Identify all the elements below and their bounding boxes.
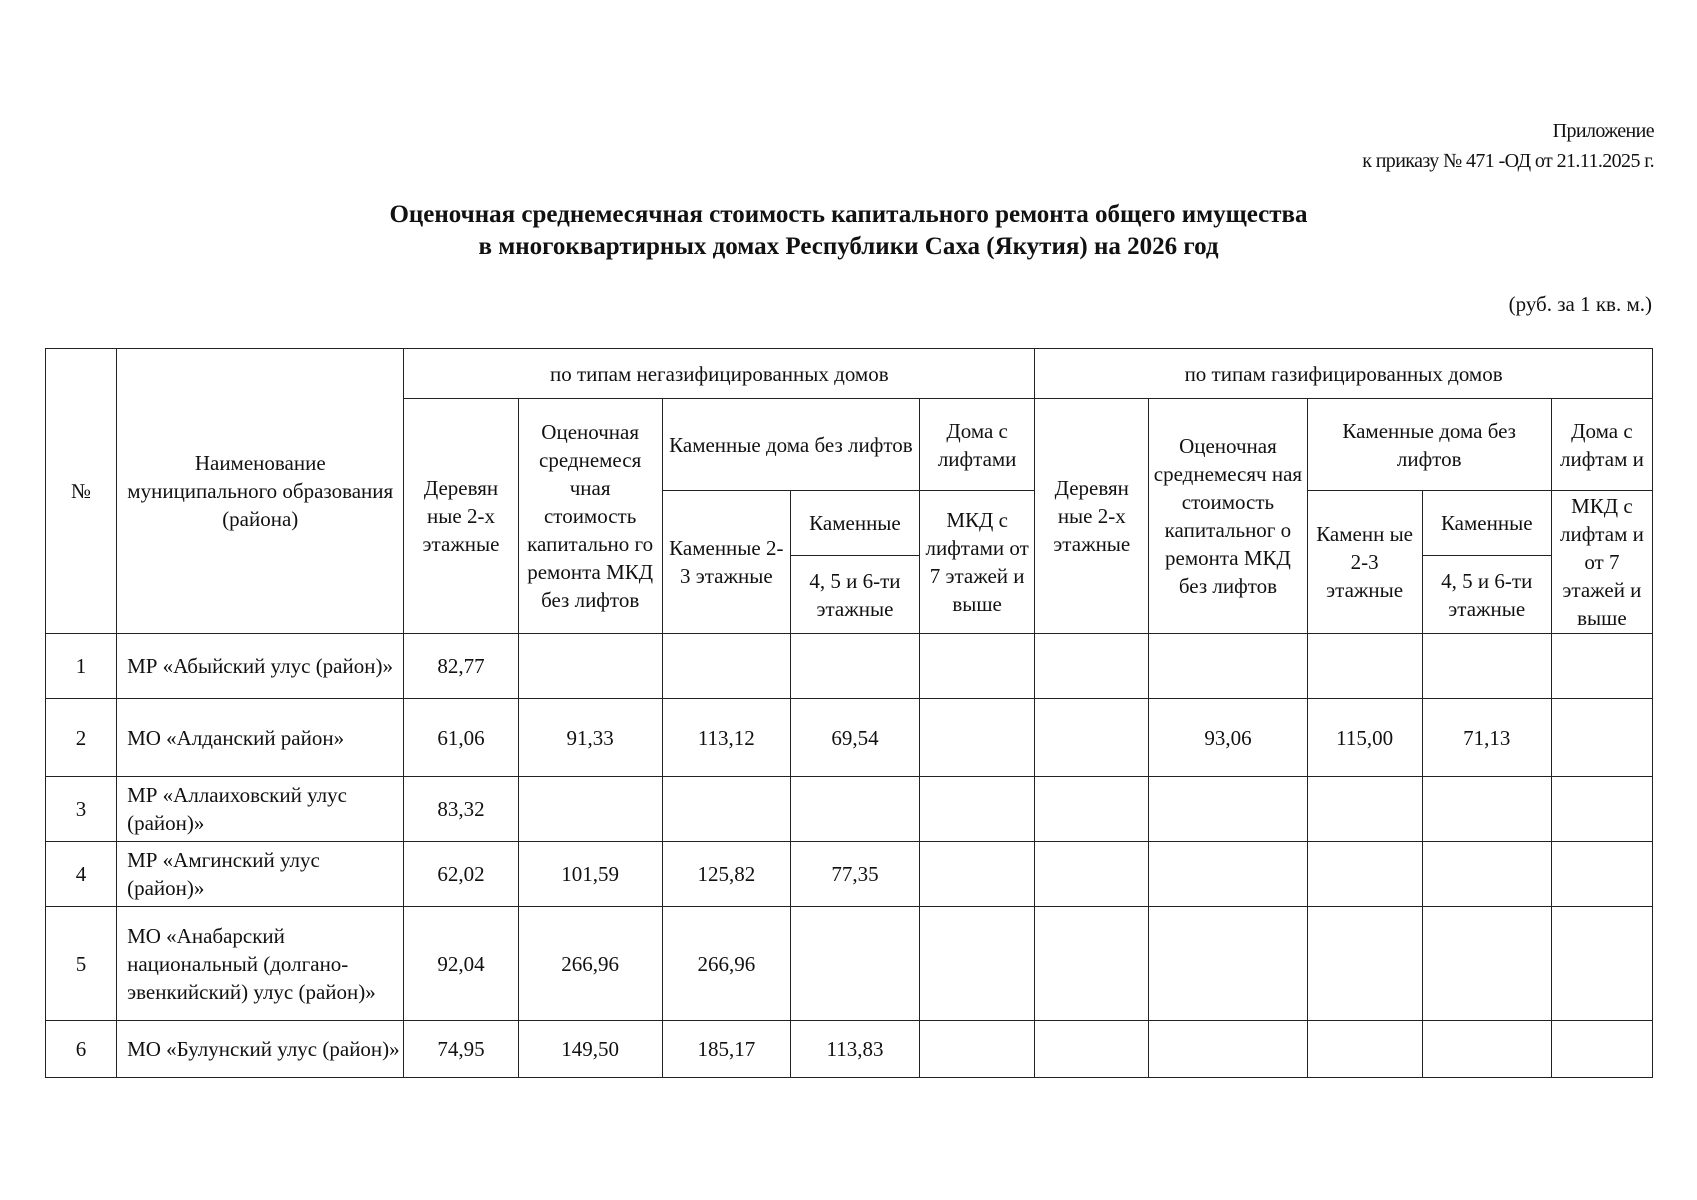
table-row: [46, 699, 1653, 777]
cell-value: [790, 777, 919, 842]
g-stone-456-header: 4, 5 и 6-ти этажные: [1422, 556, 1551, 634]
title-line-1: Оценочная среднемесячная стоимость капитального ремонта общего имущества: [389, 201, 1308, 228]
cell-value: [1551, 777, 1652, 842]
group-gas-header: по типам газифицированных домов: [1035, 349, 1653, 399]
district-name: МР «Амгинский улус (район)»: [117, 842, 404, 907]
g-estimated-header: Оценочная среднемесяч ная стоимость капитальног о ремонта МКД без лифтов: [1149, 399, 1307, 634]
cell-value: [1149, 634, 1307, 699]
district-name: МР «Абыйский улус (район)»: [117, 634, 404, 699]
district-name: МО «Алданский район»: [117, 699, 404, 777]
row-number: 6: [46, 1021, 117, 1078]
cell-value: 83,32: [404, 777, 518, 842]
cell-value: [1035, 634, 1149, 699]
cell-value: 115,00: [1307, 699, 1422, 777]
ng-estimated-header: Оценочная среднемеся чная стоимость капитально го ремонта МКД без лифтов: [518, 399, 662, 634]
row-number: 3: [46, 777, 117, 842]
cell-value: [1307, 777, 1422, 842]
cell-value: 266,96: [662, 907, 790, 1021]
ng-stone-header: Каменные: [790, 491, 919, 556]
cell-value: [1035, 777, 1149, 842]
table-row: [46, 634, 1653, 699]
cell-value: 113,83: [790, 1021, 919, 1078]
group-non-gas-header: по типам негазифицированных домов: [404, 349, 1035, 399]
col-num-header: №: [46, 349, 117, 634]
document-title: [0, 199, 1697, 263]
order-reference: к приказу № 471 -ОД от 21.11.2025 г.: [1362, 150, 1654, 172]
cell-value: [1035, 907, 1149, 1021]
cell-value: [1149, 907, 1307, 1021]
ng-mkd-lift-header: МКД с лифтами от 7 этажей и выше: [920, 491, 1035, 634]
cell-value: [1422, 907, 1551, 1021]
table-header: [46, 349, 1653, 634]
g-stone-no-lift-header: Каменные дома без лифтов: [1307, 399, 1551, 491]
cell-value: [1551, 842, 1652, 907]
title-line-2: в многоквартирных домах Республики Саха (Якутия) на 2026 год: [478, 233, 1219, 260]
cell-value: [662, 777, 790, 842]
cell-value: 69,54: [790, 699, 919, 777]
cell-value: 77,35: [790, 842, 919, 907]
cell-value: [920, 777, 1035, 842]
cell-value: [920, 634, 1035, 699]
cell-value: [1551, 699, 1652, 777]
cell-value: 61,06: [404, 699, 518, 777]
table-body: [46, 634, 1653, 1078]
row-number: 4: [46, 842, 117, 907]
cell-value: [1307, 634, 1422, 699]
cell-value: 101,59: [518, 842, 662, 907]
appendix-label: Приложение: [1552, 120, 1654, 142]
cell-value: 71,13: [1422, 699, 1551, 777]
cell-value: [1035, 1021, 1149, 1078]
cell-value: [790, 907, 919, 1021]
g-stone-23-header: Каменн ые 2-3 этажные: [1307, 491, 1422, 634]
cell-value: [518, 777, 662, 842]
g-stone-header: Каменные: [1422, 491, 1551, 556]
cell-value: 82,77: [404, 634, 518, 699]
g-with-lift-header: Дома с лифтам и: [1551, 399, 1652, 491]
cell-value: 125,82: [662, 842, 790, 907]
cell-value: [518, 634, 662, 699]
cell-value: [920, 907, 1035, 1021]
cell-value: [1149, 842, 1307, 907]
cell-value: [1551, 634, 1652, 699]
units-label: (руб. за 1 кв. м.): [1508, 292, 1652, 316]
ng-with-lift-header: Дома с лифтами: [920, 399, 1035, 491]
table-row: [46, 777, 1653, 842]
cell-value: [790, 634, 919, 699]
table-row: [46, 907, 1653, 1021]
cell-value: [1307, 907, 1422, 1021]
cell-value: [1149, 1021, 1307, 1078]
cell-value: [920, 699, 1035, 777]
cost-table: [45, 348, 1653, 1078]
cell-value: [1551, 907, 1652, 1021]
district-name: МО «Анабарский национальный (долгано-эвенкийский) улус (район)»: [117, 907, 404, 1021]
cell-value: [1307, 842, 1422, 907]
district-name: МР «Аллаиховский улус (район)»: [117, 777, 404, 842]
row-number: 5: [46, 907, 117, 1021]
cell-value: [1422, 1021, 1551, 1078]
appendix-header: [1362, 116, 1654, 176]
cell-value: [920, 842, 1035, 907]
cell-value: 149,50: [518, 1021, 662, 1078]
cell-value: 62,02: [404, 842, 518, 907]
col-name-header: Наименование муниципального образования (района): [117, 349, 404, 634]
ng-stone-456-header: 4, 5 и 6-ти этажные: [790, 556, 919, 634]
ng-stone-no-lift-header: Каменные дома без лифтов: [662, 399, 919, 491]
table-row: [46, 1021, 1653, 1078]
cell-value: 266,96: [518, 907, 662, 1021]
cell-value: [1035, 842, 1149, 907]
row-number: 2: [46, 699, 117, 777]
cell-value: [1307, 1021, 1422, 1078]
cell-value: 91,33: [518, 699, 662, 777]
ng-wood-header: Деревян ные 2-х этажные: [404, 399, 518, 634]
cell-value: [1551, 1021, 1652, 1078]
district-name: МО «Булунский улус (район)»: [117, 1021, 404, 1078]
cell-value: 93,06: [1149, 699, 1307, 777]
cell-value: [1422, 842, 1551, 907]
cell-value: 185,17: [662, 1021, 790, 1078]
cell-value: 113,12: [662, 699, 790, 777]
cell-value: [920, 1021, 1035, 1078]
cell-value: [1035, 699, 1149, 777]
cell-value: [1149, 777, 1307, 842]
cell-value: 74,95: [404, 1021, 518, 1078]
cell-value: [662, 634, 790, 699]
ng-stone-23-header: Каменные 2-3 этажные: [662, 491, 790, 634]
cell-value: [1422, 634, 1551, 699]
g-mkd-lift-header: МКД с лифтам и от 7 этажей и выше: [1551, 491, 1652, 634]
header-row-groups: [46, 349, 1653, 399]
g-wood-header: Деревян ные 2-х этажные: [1035, 399, 1149, 634]
cell-value: [1422, 777, 1551, 842]
cell-value: 92,04: [404, 907, 518, 1021]
table-row: [46, 842, 1653, 907]
row-number: 1: [46, 634, 117, 699]
